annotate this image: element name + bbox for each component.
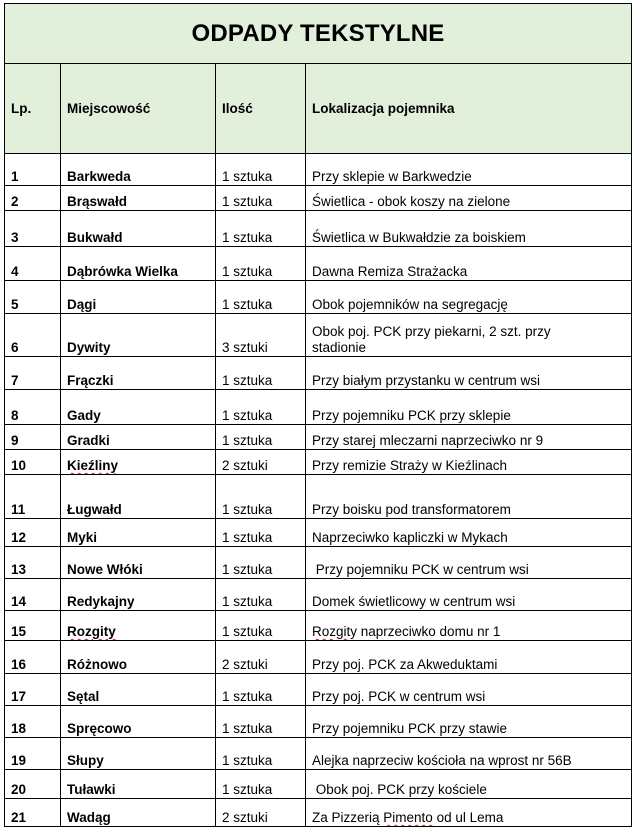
- cell-lokalizacja[interactable]: Przy białym przystanku w centrum wsi: [306, 357, 632, 390]
- cell-lokalizacja[interactable]: Przy starej mleczarni naprzeciwko nr 9: [306, 425, 632, 450]
- loc-text-pre: Za Pizzerią: [312, 810, 384, 825]
- column-header-miejscowosc[interactable]: Miejscowość: [61, 64, 216, 154]
- cell-lp[interactable]: 5: [5, 281, 61, 314]
- cell-miejscowosc[interactable]: Dywity: [61, 314, 216, 357]
- cell-lp[interactable]: 8: [5, 390, 61, 425]
- cell-lokalizacja[interactable]: Domek świetlicowy w centrum wsi: [306, 579, 632, 611]
- column-header-row: [5, 64, 632, 154]
- cell-lokalizacja[interactable]: Obok poj. PCK przy piekarni, 2 szt. przy stadionie: [306, 314, 632, 357]
- cell-miejscowosc[interactable]: Nowe Włóki: [61, 547, 216, 579]
- textile-waste-table: [4, 3, 632, 827]
- cell-ilosc[interactable]: 1 sztuka: [216, 154, 306, 186]
- cell-lokalizacja[interactable]: Przy poj. PCK w centrum wsi: [306, 674, 632, 706]
- cell-ilosc[interactable]: 2 sztuki: [216, 641, 306, 674]
- cell-ilosc[interactable]: 1 sztuka: [216, 579, 306, 611]
- misspelled-word: Rozgity: [67, 624, 116, 639]
- cell-lp[interactable]: 16: [5, 641, 61, 674]
- cell-ilosc[interactable]: 1 sztuka: [216, 547, 306, 579]
- cell-ilosc[interactable]: 1 sztuka: [216, 475, 306, 519]
- table-row: [5, 770, 632, 799]
- table-row: [5, 547, 632, 579]
- misspelled-word: Kieźliny: [67, 458, 119, 473]
- loc-text-post: naprzeciwko domu nr 1: [357, 624, 501, 639]
- cell-lokalizacja[interactable]: Dawna Remiza Strażacka: [306, 247, 632, 281]
- cell-ilosc[interactable]: 1 sztuka: [216, 706, 306, 738]
- cell-miejscowosc[interactable]: Słupy: [61, 738, 216, 770]
- cell-lp[interactable]: 15: [5, 611, 61, 641]
- cell-lokalizacja[interactable]: [306, 799, 632, 827]
- table-row: [5, 475, 632, 519]
- cell-ilosc[interactable]: 2 sztuki: [216, 799, 306, 827]
- cell-lokalizacja[interactable]: Przy remizie Straży w Kieźlinach: [306, 450, 632, 475]
- cell-lp[interactable]: 7: [5, 357, 61, 390]
- table-row: [5, 641, 632, 674]
- cell-lokalizacja[interactable]: Alejka naprzeciw kościoła na wprost nr 56B: [306, 738, 632, 770]
- cell-miejscowosc[interactable]: Wadąg: [61, 799, 216, 827]
- cell-lokalizacja[interactable]: Przy pojemniku PCK przy stawie: [306, 706, 632, 738]
- table-row: [5, 799, 632, 827]
- cell-ilosc[interactable]: 1 sztuka: [216, 281, 306, 314]
- cell-lp[interactable]: 17: [5, 674, 61, 706]
- table-row: [5, 706, 632, 738]
- cell-ilosc[interactable]: 1 sztuka: [216, 211, 306, 247]
- title-row: [5, 4, 632, 64]
- cell-lp[interactable]: 2: [5, 186, 61, 211]
- cell-miejscowosc[interactable]: Sętal: [61, 674, 216, 706]
- cell-lokalizacja[interactable]: Obok poj. PCK przy kościele: [306, 770, 632, 799]
- misspelled-word: Rozgity: [312, 624, 358, 639]
- table-row: [5, 450, 632, 475]
- cell-ilosc[interactable]: 1 sztuka: [216, 357, 306, 390]
- cell-miejscowosc[interactable]: Frączki: [61, 357, 216, 390]
- table-row: [5, 674, 632, 706]
- cell-lokalizacja[interactable]: [306, 611, 632, 641]
- cell-lp[interactable]: 9: [5, 425, 61, 450]
- cell-miejscowosc[interactable]: Redykajny: [61, 579, 216, 611]
- table-row: [5, 281, 632, 314]
- table-title[interactable]: ODPADY TEKSTYLNE: [5, 4, 632, 64]
- cell-ilosc[interactable]: 1 sztuka: [216, 611, 306, 641]
- table-row: [5, 519, 632, 547]
- cell-lp[interactable]: 12: [5, 519, 61, 547]
- cell-lp[interactable]: 10: [5, 450, 61, 475]
- cell-miejscowosc[interactable]: Myki: [61, 519, 216, 547]
- table-row: [5, 611, 632, 641]
- column-header-ilosc[interactable]: Ilość: [216, 64, 306, 154]
- cell-lokalizacja[interactable]: Naprzeciwko kapliczki w Mykach: [306, 519, 632, 547]
- column-header-lp[interactable]: Lp.: [5, 64, 61, 154]
- cell-ilosc[interactable]: 1 sztuka: [216, 186, 306, 211]
- cell-ilosc[interactable]: 1 sztuka: [216, 770, 306, 799]
- cell-miejscowosc[interactable]: Dągi: [61, 281, 216, 314]
- cell-ilosc[interactable]: 2 sztuki: [216, 450, 306, 475]
- cell-lp[interactable]: 1: [5, 154, 61, 186]
- cell-lp[interactable]: 20: [5, 770, 61, 799]
- cell-lokalizacja[interactable]: Przy boisku pod transformatorem: [306, 475, 632, 519]
- table-row: [5, 211, 632, 247]
- cell-lokalizacja[interactable]: Świetlica - obok koszy na zielone: [306, 186, 632, 211]
- cell-ilosc[interactable]: 1 sztuka: [216, 738, 306, 770]
- cell-lp[interactable]: 6: [5, 314, 61, 357]
- table-row: [5, 247, 632, 281]
- cell-ilosc[interactable]: 1 sztuka: [216, 519, 306, 547]
- cell-miejscowosc[interactable]: Brąswałd: [61, 186, 216, 211]
- cell-ilosc[interactable]: 3 sztuki: [216, 314, 306, 357]
- cell-ilosc[interactable]: 1 sztuka: [216, 247, 306, 281]
- table-row: [5, 738, 632, 770]
- table-row: [5, 154, 632, 186]
- table-row: [5, 390, 632, 425]
- cell-lokalizacja[interactable]: Przy pojemniku PCK w centrum wsi: [306, 547, 632, 579]
- cell-lp[interactable]: 11: [5, 475, 61, 519]
- table-row: [5, 186, 632, 211]
- column-header-lokalizacja[interactable]: Lokalizacja pojemnika: [306, 64, 632, 154]
- cell-miejscowosc[interactable]: Dąbrówka Wielka: [61, 247, 216, 281]
- cell-lp[interactable]: 13: [5, 547, 61, 579]
- cell-lp[interactable]: 3: [5, 211, 61, 247]
- cell-miejscowosc[interactable]: Barkweda: [61, 154, 216, 186]
- cell-lokalizacja[interactable]: Przy sklepie w Barkwedzie: [306, 154, 632, 186]
- cell-lokalizacja[interactable]: Obok pojemników na segregację: [306, 281, 632, 314]
- cell-lp[interactable]: 21: [5, 799, 61, 827]
- loc-text-post: od ul Lema: [432, 810, 504, 825]
- cell-miejscowosc[interactable]: Ługwałd: [61, 475, 216, 519]
- cell-ilosc[interactable]: 1 sztuka: [216, 390, 306, 425]
- cell-lokalizacja[interactable]: Przy pojemniku PCK przy sklepie: [306, 390, 632, 425]
- cell-lokalizacja[interactable]: Świetlica w Bukwałdzie za boiskiem: [306, 211, 632, 247]
- cell-miejscowosc[interactable]: [61, 450, 216, 475]
- misspelled-word: Pimento: [383, 810, 433, 825]
- cell-ilosc[interactable]: 1 sztuka: [216, 425, 306, 450]
- cell-miejscowosc[interactable]: Gady: [61, 390, 216, 425]
- cell-miejscowosc[interactable]: Bukwałd: [61, 211, 216, 247]
- cell-lp[interactable]: 18: [5, 706, 61, 738]
- cell-ilosc[interactable]: 1 sztuka: [216, 674, 306, 706]
- table-row: [5, 579, 632, 611]
- cell-lp[interactable]: 14: [5, 579, 61, 611]
- cell-miejscowosc[interactable]: Spręcowo: [61, 706, 216, 738]
- table-row: [5, 425, 632, 450]
- table-row: [5, 314, 632, 357]
- cell-miejscowosc[interactable]: Różnowo: [61, 641, 216, 674]
- cell-miejscowosc[interactable]: [61, 611, 216, 641]
- cell-miejscowosc[interactable]: Gradki: [61, 425, 216, 450]
- cell-lp[interactable]: 19: [5, 738, 61, 770]
- cell-miejscowosc[interactable]: Tuławki: [61, 770, 216, 799]
- cell-lp[interactable]: 4: [5, 247, 61, 281]
- cell-lokalizacja[interactable]: Przy poj. PCK za Akweduktami: [306, 641, 632, 674]
- table-row: [5, 357, 632, 390]
